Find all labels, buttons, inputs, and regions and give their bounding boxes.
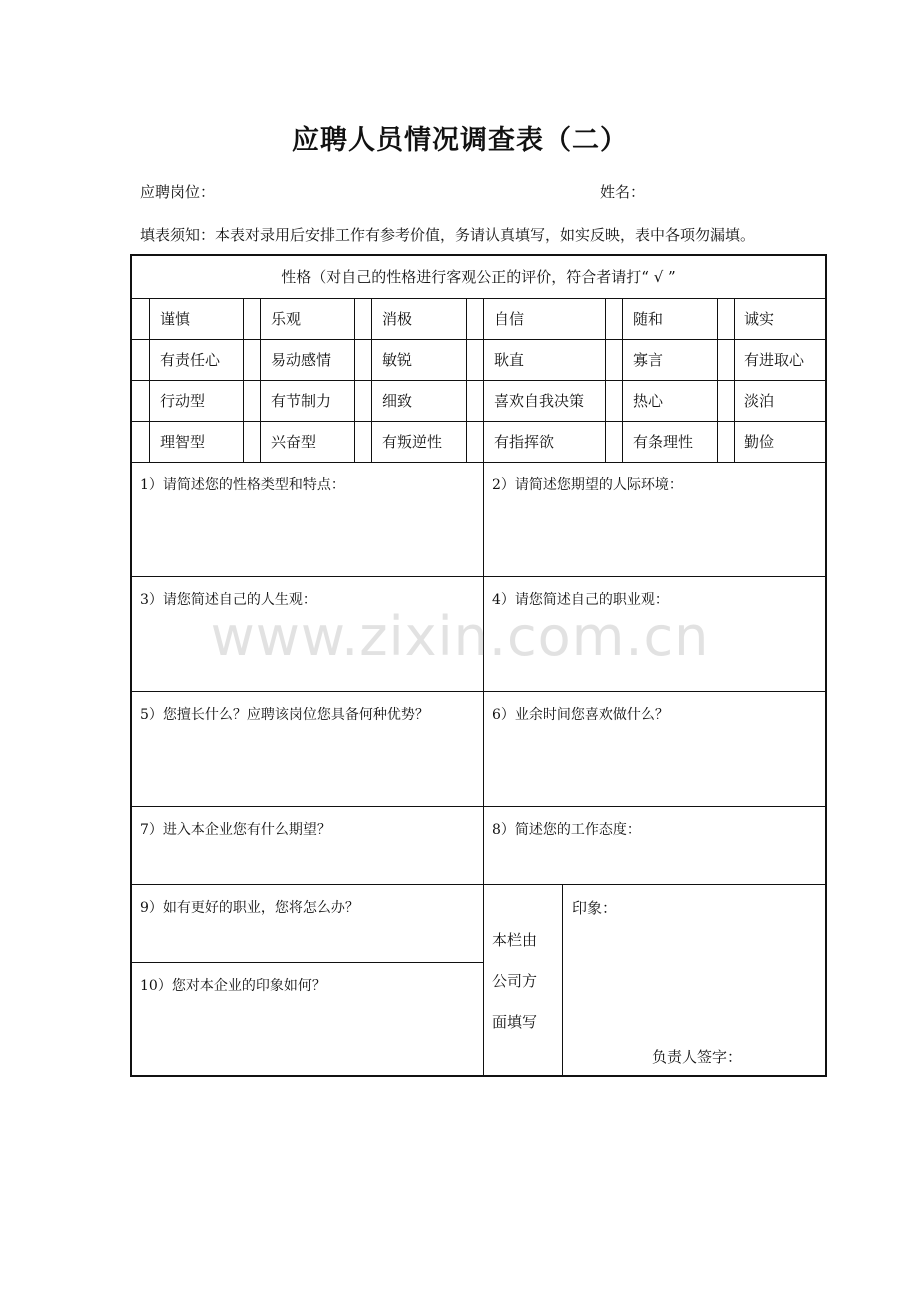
- survey-form: [130, 254, 827, 1077]
- trait-checkbox[interactable]: [243, 422, 261, 462]
- question-8: 8）简述您的工作态度：: [492, 822, 641, 838]
- row-divider: [132, 576, 825, 577]
- trait-label: 耿直: [494, 351, 525, 369]
- trait-label: 热心: [633, 392, 664, 410]
- trait-checkbox[interactable]: [132, 299, 150, 339]
- trait-label: 理智型: [160, 433, 206, 451]
- question-4: 4）请您简述自己的职业观：: [492, 592, 669, 608]
- question-2: 2）请简述您期望的人际环境：: [492, 477, 683, 493]
- company-note-line: 面填写: [492, 1013, 538, 1031]
- trait-label: 诚实: [744, 310, 775, 328]
- trait-label: 有指挥欲: [494, 433, 555, 451]
- trait-checkbox[interactable]: [243, 381, 261, 421]
- trait-label: 有条理性: [633, 433, 694, 451]
- trait-checkbox[interactable]: [243, 299, 261, 339]
- trait-checkbox[interactable]: [132, 381, 150, 421]
- trait-row-2: [132, 340, 825, 381]
- question-9: 9）如有更好的职业，您将怎么办？: [140, 900, 359, 916]
- trait-label: 兴奋型: [271, 433, 317, 451]
- question-1: 1）请简述您的性格类型和特点：: [140, 477, 345, 493]
- trait-label: 谨慎: [160, 310, 191, 328]
- trait-row-1: [132, 299, 825, 340]
- name-label: 姓名：: [600, 183, 646, 201]
- company-fill-note: [492, 920, 562, 1043]
- trait-checkbox[interactable]: [354, 381, 372, 421]
- trait-checkbox[interactable]: [466, 299, 484, 339]
- trait-checkbox[interactable]: [605, 299, 623, 339]
- trait-label: 敏锐: [382, 351, 413, 369]
- trait-label: 消极: [382, 310, 413, 328]
- trait-label: 随和: [633, 310, 664, 328]
- trait-checkbox[interactable]: [717, 381, 735, 421]
- row-divider: [132, 691, 825, 692]
- trait-checkbox[interactable]: [605, 381, 623, 421]
- row-divider: [132, 962, 483, 963]
- trait-label: 行动型: [160, 392, 206, 410]
- trait-label: 喜欢自我决策: [494, 392, 585, 410]
- trait-label: 有节制力: [271, 392, 332, 410]
- company-note-line: 本栏由: [492, 931, 538, 949]
- trait-label: 乐观: [271, 310, 302, 328]
- question-6: 6）业余时间您喜欢做什么？: [492, 707, 669, 723]
- watermark: www.zixin.com.cn: [210, 605, 710, 668]
- trait-checkbox[interactable]: [243, 340, 261, 380]
- trait-checkbox[interactable]: [132, 422, 150, 462]
- trait-label: 有叛逆性: [382, 433, 443, 451]
- position-label: 应聘岗位：: [140, 183, 216, 201]
- company-note-line: 公司方: [492, 972, 538, 990]
- trait-row-4: [132, 422, 825, 463]
- question-3: 3）请您简述自己的人生观：: [140, 592, 317, 608]
- page-title: 应聘人员情况调查表（二）: [292, 125, 628, 156]
- fill-notice: 填表须知：本表对录用后安排工作有参考价值，务请认真填写，如实反映，表中各项勿漏填。: [140, 226, 756, 244]
- trait-checkbox[interactable]: [717, 340, 735, 380]
- trait-label: 淡泊: [744, 392, 775, 410]
- trait-label: 勤俭: [744, 433, 775, 451]
- row-divider: [132, 806, 825, 807]
- trait-label: 自信: [494, 310, 525, 328]
- trait-checkbox[interactable]: [466, 422, 484, 462]
- trait-checkbox[interactable]: [354, 422, 372, 462]
- trait-label: 有责任心: [160, 351, 221, 369]
- question-10: 10）您对本企业的印象如何？: [140, 978, 326, 994]
- signature-label: 负责人签字：: [652, 1048, 743, 1066]
- trait-label: 有进取心: [744, 351, 805, 369]
- trait-checkbox[interactable]: [717, 299, 735, 339]
- row-divider: [132, 884, 825, 885]
- question-7: 7）进入本企业您有什么期望？: [140, 822, 331, 838]
- question-5: 5）您擅长什么？应聘该岗位您具备何种优势？: [140, 707, 429, 723]
- trait-checkbox[interactable]: [354, 340, 372, 380]
- column-divider: [483, 463, 484, 1075]
- trait-label: 细致: [382, 392, 413, 410]
- trait-checkbox[interactable]: [466, 381, 484, 421]
- column-divider: [562, 884, 563, 1075]
- trait-label: 易动感情: [271, 351, 332, 369]
- trait-label: 寡言: [633, 351, 664, 369]
- trait-row-3: [132, 381, 825, 422]
- trait-checkbox[interactable]: [354, 299, 372, 339]
- trait-checkbox[interactable]: [605, 422, 623, 462]
- impression-label: 印象：: [572, 899, 618, 917]
- trait-checkbox[interactable]: [132, 340, 150, 380]
- personality-header: 性格（对自己的性格进行客观公正的评价，符合者请打“ √ ”: [132, 256, 825, 299]
- trait-checkbox[interactable]: [717, 422, 735, 462]
- trait-checkbox[interactable]: [466, 340, 484, 380]
- trait-checkbox[interactable]: [605, 340, 623, 380]
